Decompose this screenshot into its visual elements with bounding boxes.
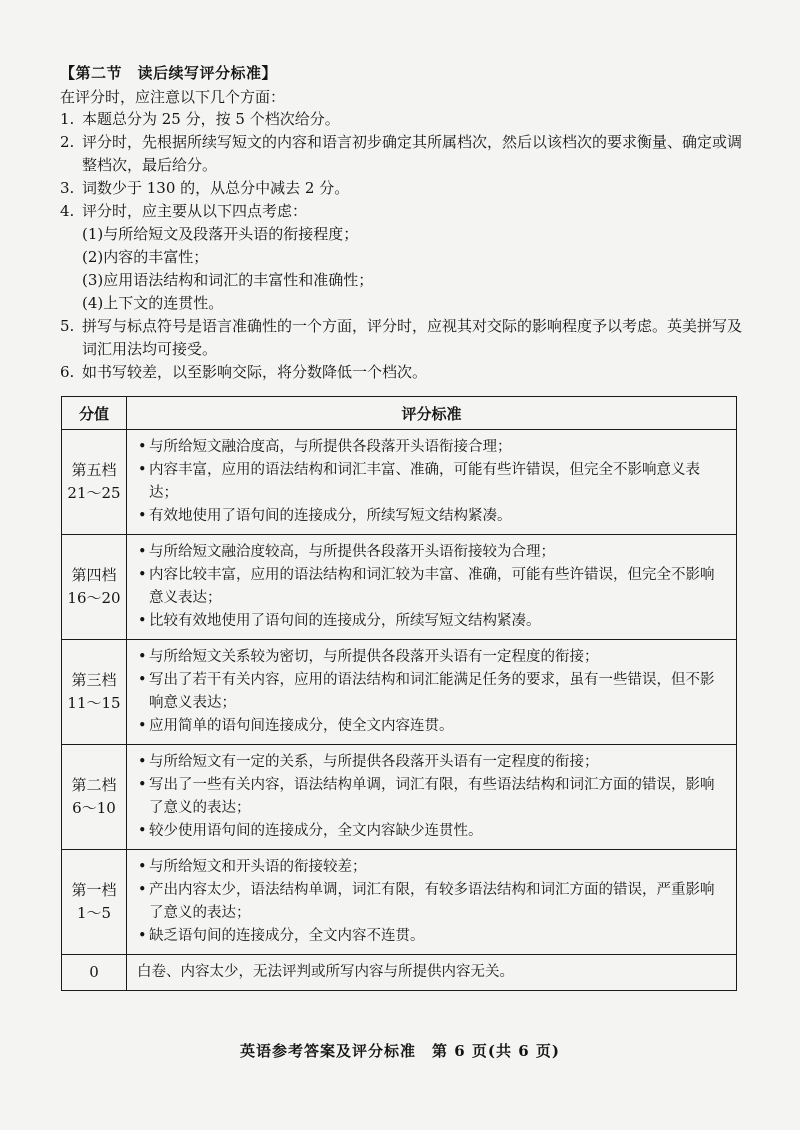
criteria-item bbox=[137, 459, 726, 505]
criteria-item bbox=[137, 610, 726, 633]
criteria-item bbox=[137, 646, 726, 669]
table-row bbox=[62, 850, 737, 955]
bullet-icon: • bbox=[138, 544, 147, 560]
criteria-cell bbox=[127, 850, 737, 955]
bullet-icon: • bbox=[138, 613, 147, 629]
rule-number: 6. bbox=[60, 363, 75, 381]
criteria-item bbox=[137, 715, 726, 738]
rule-number: 3. bbox=[60, 179, 75, 197]
scoring-rules-list bbox=[60, 108, 750, 384]
level-cell bbox=[62, 640, 127, 745]
level-range: 11～15 bbox=[67, 694, 121, 712]
rule-text: 本题总分为 25 分，按 5 个档次给分。 bbox=[82, 110, 340, 128]
criteria-text: 较少使用语句间的连接成分，全文内容缺少连贯性。 bbox=[149, 823, 483, 839]
rule-item bbox=[60, 131, 750, 177]
criteria-item bbox=[137, 505, 726, 528]
bullet-icon: • bbox=[138, 882, 147, 898]
zero-criteria-cell: 白卷、内容太少，无法评判或所写内容与所提供内容无关。 bbox=[127, 955, 737, 991]
table-header-row bbox=[62, 397, 737, 430]
table-row bbox=[62, 430, 737, 535]
rule-text: 评分时，应主要从以下四点考虑： bbox=[82, 202, 308, 220]
criteria-item bbox=[137, 564, 726, 610]
level-name: 第四档 bbox=[71, 566, 117, 584]
criteria-text: 写出了一些有关内容，语法结构单调，词汇有限，有些语法结构和词汇方面的错误，影响了意义的表达； bbox=[149, 777, 715, 816]
criteria-text: 比较有效地使用了语句间的连接成分，所续写短文结构紧凑。 bbox=[149, 613, 541, 629]
criteria-item bbox=[137, 774, 726, 820]
bullet-icon: • bbox=[138, 508, 147, 524]
criteria-text: 与所给短文有一定的关系，与所提供各段落开头语有一定程度的衔接； bbox=[149, 754, 599, 770]
rule-number: 2. bbox=[60, 133, 75, 151]
criteria-text: 产出内容太少，语法结构单调，词汇有限，有较多语法结构和词汇方面的错误，严重影响了意义的表达； bbox=[149, 882, 715, 921]
criteria-item bbox=[137, 925, 726, 948]
level-cell bbox=[62, 745, 127, 850]
header-score: 分值 bbox=[62, 397, 127, 430]
criteria-item bbox=[137, 541, 726, 564]
criteria-item bbox=[137, 820, 726, 843]
level-cell bbox=[62, 430, 127, 535]
criteria-cell bbox=[127, 430, 737, 535]
criteria-cell bbox=[127, 535, 737, 640]
level-range: 21～25 bbox=[67, 484, 121, 502]
table-row bbox=[62, 535, 737, 640]
rule-text: 评分时，先根据所续写短文的内容和语言初步确定其所属档次，然后以该档次的要求衡量、确定或调整档次，最后给分。 bbox=[82, 133, 743, 174]
table-row bbox=[62, 955, 737, 991]
bullet-icon: • bbox=[138, 859, 147, 875]
bullet-icon: • bbox=[138, 754, 147, 770]
bullet-icon: • bbox=[138, 823, 147, 839]
rule-number: 4. bbox=[60, 202, 75, 220]
rule-item bbox=[60, 177, 750, 200]
criteria-item bbox=[137, 856, 726, 879]
rule4-point: (3)应用语法结构和词汇的丰富性和准确性； bbox=[82, 271, 374, 289]
bullet-icon: • bbox=[138, 718, 147, 734]
criteria-text: 应用简单的语句间连接成分，使全文内容连贯。 bbox=[149, 718, 454, 734]
level-range: 16～20 bbox=[67, 589, 121, 607]
level-range: 1～5 bbox=[76, 904, 112, 922]
rule-item bbox=[60, 315, 750, 361]
criteria-text: 内容比较丰富，应用的语法结构和词汇较为丰富、准确，可能有些许错误，但完全不影响意义表达； bbox=[149, 567, 715, 606]
level-cell bbox=[62, 850, 127, 955]
criteria-text: 写出了若干有关内容，应用的语法结构和词汇能满足任务的要求，虽有一些错误，但不影响意义表达； bbox=[149, 672, 715, 711]
page-footer: 英语参考答案及评分标准 第 6 页(共 6 页) bbox=[240, 1042, 560, 1060]
intro-text: 在评分时，应注意以下几个方面： bbox=[60, 88, 286, 106]
zero-score-cell: 0 bbox=[62, 955, 127, 991]
level-name: 第五档 bbox=[71, 461, 117, 479]
table-row bbox=[62, 745, 737, 850]
criteria-text: 与所给短文和开头语的衔接较差； bbox=[149, 859, 367, 875]
rule-text: 如书写较差，以至影响交际，将分数降低一个档次。 bbox=[82, 363, 428, 381]
bullet-icon: • bbox=[138, 777, 147, 793]
criteria-item bbox=[137, 669, 726, 715]
bullet-icon: • bbox=[138, 462, 147, 478]
level-name: 第三档 bbox=[71, 671, 117, 689]
criteria-text: 有效地使用了语句间的连接成分，所续写短文结构紧凑。 bbox=[149, 508, 512, 524]
level-name: 第一档 bbox=[71, 881, 117, 899]
rule-number: 1. bbox=[60, 110, 75, 128]
scoring-table bbox=[61, 396, 737, 991]
bullet-icon: • bbox=[138, 928, 147, 944]
criteria-cell bbox=[127, 640, 737, 745]
rule-text: 词数少于 130 的，从总分中减去 2 分。 bbox=[82, 179, 350, 197]
criteria-text: 与所给短文融洽度高，与所提供各段落开头语衔接合理； bbox=[149, 439, 512, 455]
table-row bbox=[62, 640, 737, 745]
rule4-point: (2)内容的丰富性； bbox=[82, 248, 209, 266]
section-title: 【第二节 读后续写评分标准】 bbox=[60, 64, 278, 82]
rule-text: 拼写与标点符号是语言准确性的一个方面，评分时，应视其对交际的影响程度予以考虑。英美拼写及词汇用法均可接受。 bbox=[82, 317, 743, 358]
level-cell bbox=[62, 535, 127, 640]
rule4-point: (1)与所给短文及段落开头语的衔接程度； bbox=[82, 225, 359, 243]
criteria-text: 内容丰富，应用的语法结构和词汇丰富、准确，可能有些许错误，但完全不影响意义表达； bbox=[149, 462, 700, 501]
level-range: 6～10 bbox=[72, 799, 116, 817]
criteria-text: 与所给短文关系较为密切，与所提供各段落开头语有一定程度的衔接； bbox=[149, 649, 599, 665]
rule-item bbox=[60, 108, 750, 131]
rule-item bbox=[60, 200, 750, 315]
criteria-text: 缺乏语句间的连接成分，全文内容不连贯。 bbox=[149, 928, 425, 944]
criteria-item bbox=[137, 751, 726, 774]
bullet-icon: • bbox=[138, 567, 147, 583]
criteria-text: 与所给短文融洽度较高，与所提供各段落开头语衔接较为合理； bbox=[149, 544, 555, 560]
rule-number: 5. bbox=[60, 317, 75, 335]
criteria-item bbox=[137, 879, 726, 925]
bullet-icon: • bbox=[138, 439, 147, 455]
level-name: 第二档 bbox=[71, 776, 117, 794]
criteria-item bbox=[137, 436, 726, 459]
rule4-points bbox=[82, 223, 750, 315]
rule-item bbox=[60, 361, 750, 384]
bullet-icon: • bbox=[138, 649, 147, 665]
bullet-icon: • bbox=[138, 672, 147, 688]
rule4-point: (4)上下文的连贯性。 bbox=[82, 294, 224, 312]
header-criteria: 评分标准 bbox=[127, 397, 737, 430]
criteria-cell bbox=[127, 745, 737, 850]
